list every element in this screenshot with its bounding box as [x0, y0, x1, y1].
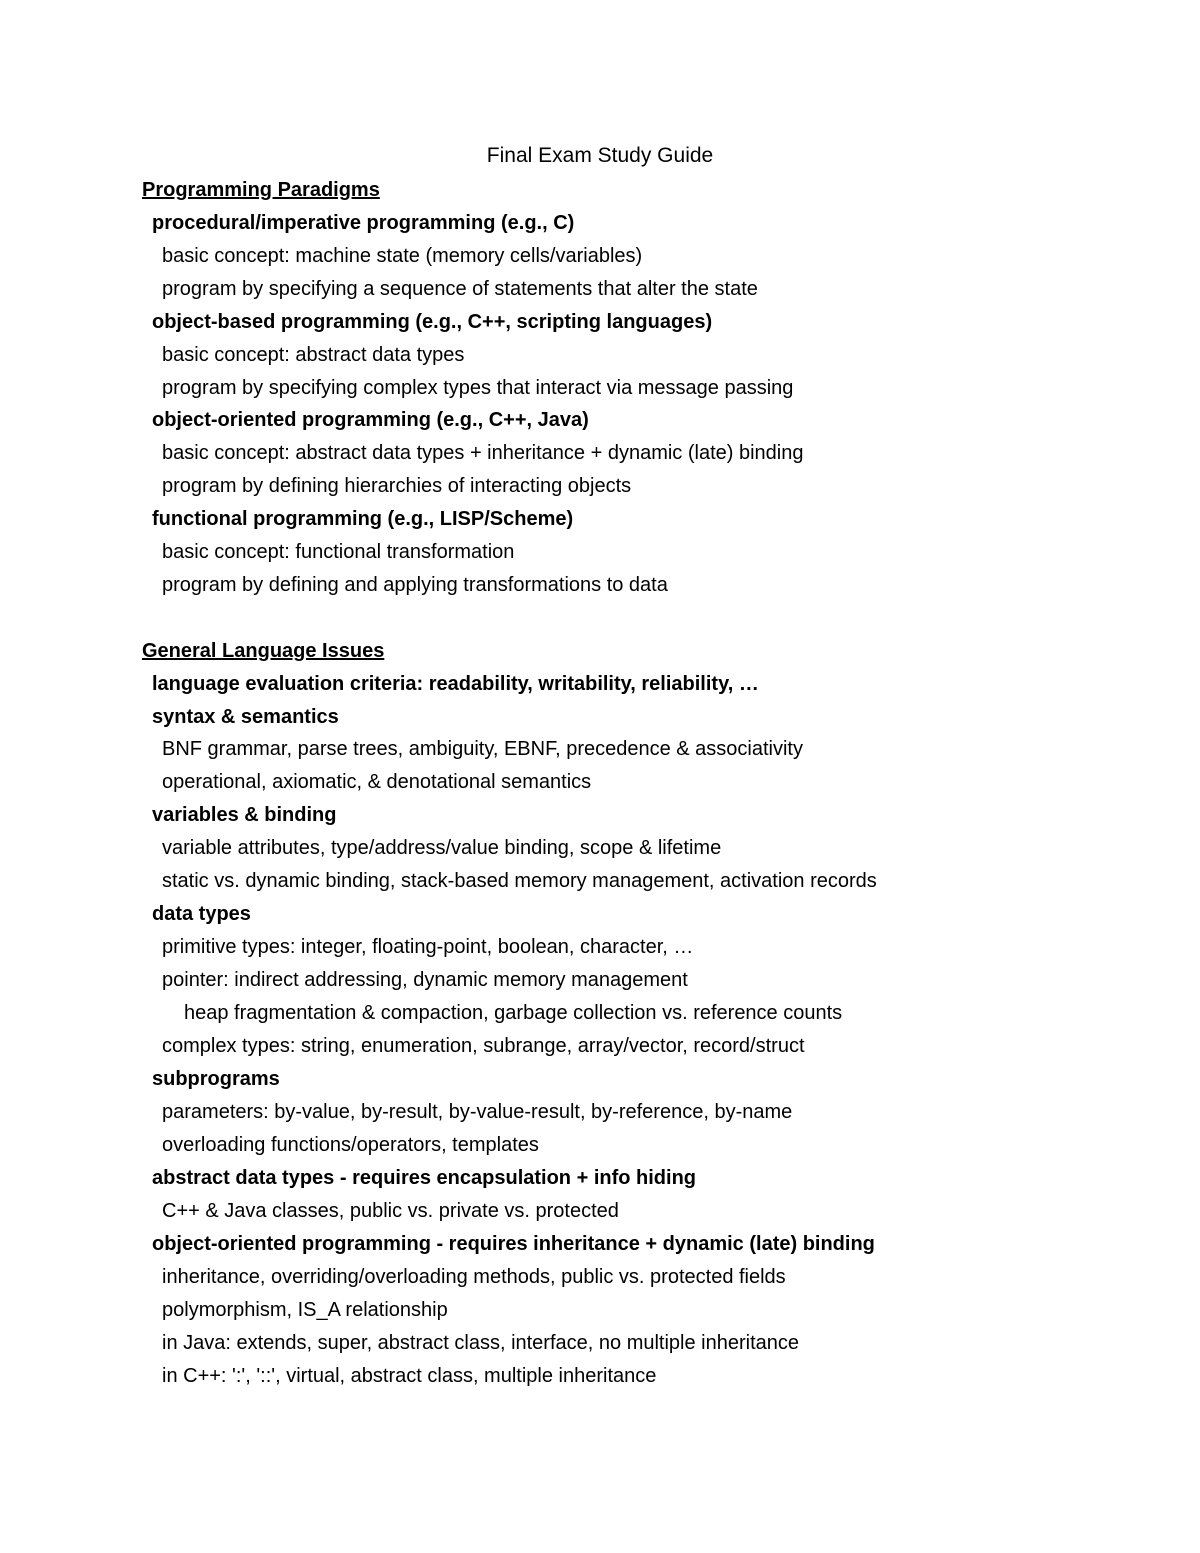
section-heading-programming-paradigms: Programming Paradigms	[142, 179, 380, 201]
detail-line: program by defining and applying transformations to data	[162, 574, 668, 596]
subdetail-line: heap fragmentation & compaction, garbage collection vs. reference counts	[184, 1002, 843, 1024]
detail-line: overloading functions/operators, templates	[162, 1134, 539, 1156]
detail-line: BNF grammar, parse trees, ambiguity, EBNF, precedence & associativity	[162, 738, 803, 760]
topic-line: subprograms	[152, 1068, 280, 1090]
detail-line: parameters: by-value, by-result, by-value-result, by-reference, by-name	[162, 1101, 793, 1123]
document-title: Final Exam Study Guide	[486, 144, 714, 167]
detail-line: complex types: string, enumeration, subrange, array/vector, record/struct	[162, 1035, 805, 1057]
detail-line: C++ & Java classes, public vs. private vs. protected	[162, 1200, 619, 1222]
detail-line: operational, axiomatic, & denotational semantics	[162, 771, 592, 793]
topic-line: object-based programming (e.g., C++, scripting languages)	[152, 311, 713, 333]
detail-line: static vs. dynamic binding, stack-based memory management, activation records	[162, 870, 877, 892]
detail-line: basic concept: machine state (memory cells/variables)	[162, 245, 643, 267]
detail-line: program by specifying complex types that interact via message passing	[162, 377, 794, 399]
detail-line: polymorphism, IS_A relationship	[162, 1299, 448, 1321]
detail-line: inheritance, overriding/overloading methods, public vs. protected fields	[162, 1266, 786, 1288]
topic-line: data types	[152, 903, 251, 925]
topic-line: procedural/imperative programming (e.g., C)	[152, 212, 575, 234]
detail-line: basic concept: abstract data types + inheritance + dynamic (late) binding	[162, 442, 804, 464]
section-heading-general-language-issues: General Language Issues	[142, 640, 385, 662]
topic-line: object-oriented programming - requires inheritance + dynamic (late) binding	[152, 1233, 875, 1255]
detail-line: program by defining hierarchies of interacting objects	[162, 475, 632, 497]
detail-line: basic concept: abstract data types	[162, 344, 465, 366]
topic-line: functional programming (e.g., LISP/Scheme)	[152, 508, 574, 530]
detail-line: primitive types: integer, floating-point, boolean, character, …	[162, 936, 694, 958]
detail-line: program by specifying a sequence of statements that alter the state	[162, 278, 758, 300]
detail-line: pointer: indirect addressing, dynamic memory management	[162, 969, 688, 991]
detail-line: basic concept: functional transformation	[162, 541, 515, 563]
topic-line: variables & binding	[152, 804, 337, 826]
detail-line: in Java: extends, super, abstract class, interface, no multiple inheritance	[162, 1332, 800, 1354]
detail-line: variable attributes, type/address/value binding, scope & lifetime	[162, 837, 722, 859]
topic-line: abstract data types - requires encapsulation + info hiding	[152, 1167, 697, 1189]
topic-line: language evaluation criteria: readability, writability, reliability, …	[152, 673, 759, 695]
topic-line: syntax & semantics	[152, 706, 339, 728]
detail-line: in C++: ':', '::', virtual, abstract class, multiple inheritance	[162, 1365, 657, 1387]
topic-line: object-oriented programming (e.g., C++, Java)	[152, 409, 589, 431]
